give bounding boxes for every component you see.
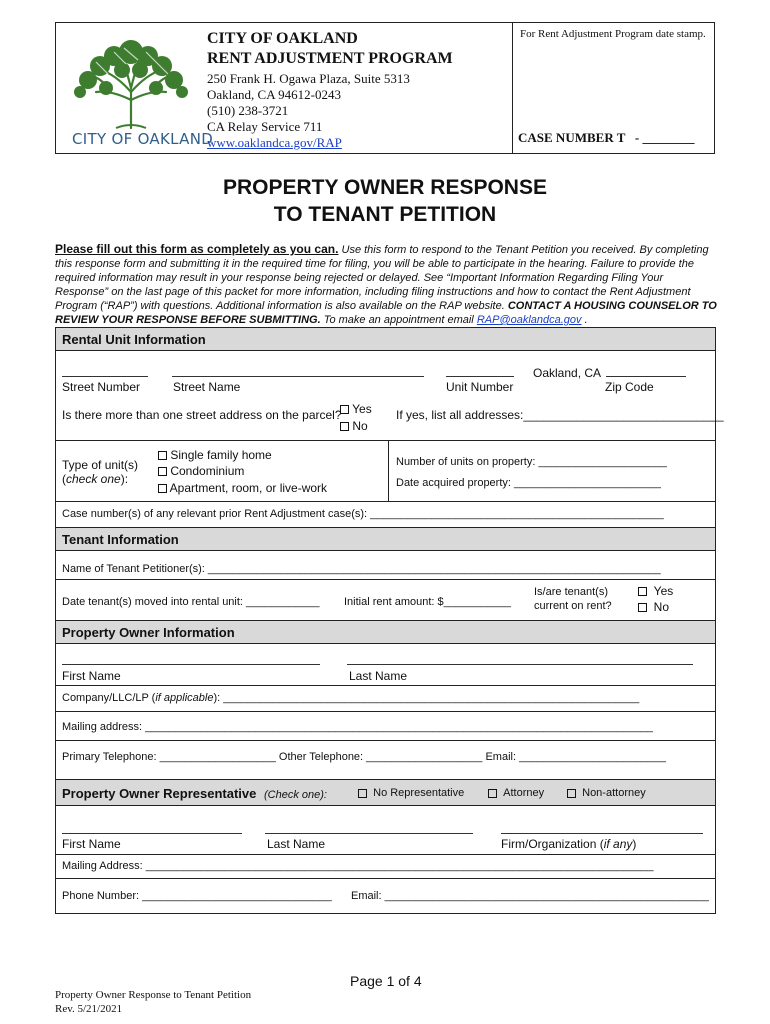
street-number-line[interactable]	[62, 376, 148, 377]
owner-last-name-label: Last Name	[349, 669, 408, 683]
rep-first-name-line[interactable]	[62, 833, 242, 834]
street-name-line[interactable]	[172, 376, 424, 377]
tenant-heading: Tenant Information	[55, 527, 716, 551]
checkbox-icon[interactable]	[158, 467, 167, 476]
divider	[55, 501, 716, 502]
rap-website-link[interactable]: www.oaklandca.gov/RAP	[207, 135, 342, 150]
intro-email-post: .	[581, 314, 588, 326]
no-label: No	[352, 419, 368, 433]
prior-case-numbers-field[interactable]: Case number(s) of any relevant prior Rent Adjustment case(s): ________________________________________________	[62, 508, 664, 520]
unit-number-label: Unit Number	[446, 380, 514, 394]
unit-number-line[interactable]	[446, 376, 514, 377]
yes-label: Yes	[653, 584, 674, 598]
date-acquired-field[interactable]: Date acquired property: ________________________	[396, 477, 661, 489]
multi-address-yes[interactable]	[340, 402, 372, 416]
rental-unit-section	[55, 327, 716, 528]
owner-last-name-line[interactable]	[347, 664, 693, 665]
unit-type-apartment[interactable]	[158, 481, 327, 495]
rental-unit-heading: Rental Unit Information	[55, 327, 716, 351]
footer-doc-title: Property Owner Response to Tenant Petition	[55, 989, 252, 1001]
divider	[55, 740, 716, 741]
unit-type-condo[interactable]	[158, 464, 244, 478]
divider	[55, 685, 716, 686]
unit-type-label: Type of unit(s) (check one):	[62, 458, 139, 486]
owner-phones-field[interactable]: Primary Telephone: ___________________ Other Telephone: ___________________ Email: ________________________	[62, 751, 666, 763]
rep-heading: Property Owner Representative	[62, 786, 257, 801]
checkbox-icon[interactable]	[488, 789, 497, 798]
checkbox-icon[interactable]	[638, 603, 647, 612]
rep-firm-line[interactable]	[501, 833, 703, 834]
tenant-names-field[interactable]: Name of Tenant Petitioner(s): __________________________________________________________________________	[62, 563, 661, 575]
street-number-label: Street Number	[62, 380, 141, 394]
no-label: No	[653, 600, 670, 614]
org-name: CITY OF OAKLAND	[207, 30, 358, 47]
multi-address-no[interactable]	[340, 419, 368, 433]
zip-line[interactable]	[606, 376, 686, 377]
non-attorney-label: Non-attorney	[582, 787, 646, 799]
rep-attorney[interactable]	[488, 787, 544, 799]
company-italic: if applicable	[155, 692, 214, 704]
company-post: ): ____________________________________________________________________	[213, 692, 640, 704]
firm-pre: Firm/Organization (	[501, 837, 604, 851]
org-program: RENT ADJUSTMENT PROGRAM	[207, 50, 453, 67]
firm-post: )	[632, 837, 637, 851]
zip-label: Zip Code	[605, 380, 654, 394]
city-logo	[66, 30, 214, 152]
rap-email-link[interactable]: RAP@oaklandca.gov	[476, 314, 582, 326]
org-relay: CA Relay Service 711	[207, 119, 323, 134]
rep-email-field[interactable]: Email: _____________________________________________________	[351, 890, 709, 902]
condominium-label: Condominium	[170, 464, 245, 478]
owner-mailing-field[interactable]: Mailing address: ___________________________________________________________________________________	[62, 721, 653, 733]
initial-rent-field[interactable]: Initial rent amount: $___________	[344, 596, 511, 608]
moved-in-date-field[interactable]: Date tenant(s) moved into rental unit: ____________	[62, 596, 320, 608]
rep-mailing-field[interactable]: Mailing Address: ___________________________________________________________________________________	[62, 860, 654, 872]
rep-last-name-label: Last Name	[267, 837, 326, 851]
checkbox-icon[interactable]	[340, 405, 349, 414]
owner-first-name-line[interactable]	[62, 664, 320, 665]
unit-type-label-2: check one	[66, 472, 121, 486]
rep-last-name-line[interactable]	[265, 833, 473, 834]
rep-firm-label	[501, 837, 636, 851]
title-line2: TO TENANT PETITION	[273, 203, 497, 226]
oak-tree-icon	[66, 30, 196, 130]
intro-lead: Please fill out this form as completely as you can.	[55, 242, 339, 256]
intro-paragraph	[55, 242, 717, 327]
rep-first-name-label: First Name	[62, 837, 121, 851]
title-line1: PROPERTY OWNER RESPONSE	[222, 176, 547, 199]
company-field[interactable]	[62, 692, 639, 704]
divider	[55, 711, 716, 712]
case-number-field[interactable]: CASE NUMBER T - ________	[518, 130, 695, 145]
org-phone: (510) 238-3721	[207, 103, 289, 118]
divider	[55, 878, 716, 879]
company-pre: Company/LLC/LP (	[62, 692, 156, 704]
attorney-label: Attorney	[503, 787, 545, 799]
checkbox-icon[interactable]	[567, 789, 576, 798]
checkbox-icon[interactable]	[340, 422, 349, 431]
owner-heading: Property Owner Information	[55, 620, 716, 644]
current-rent-yes[interactable]	[638, 584, 673, 598]
num-units-field[interactable]: Number of units on property: _____________________	[396, 456, 667, 468]
stamp-label: For Rent Adjustment Program date stamp.	[520, 28, 706, 40]
current-rent-no[interactable]	[638, 600, 669, 614]
page-number: Page 1 of 4	[350, 973, 422, 989]
multi-address-question: Is there more than one street address on the parcel?	[62, 408, 342, 422]
unit-type-label-1: Type of unit(s)	[62, 458, 139, 472]
list-addresses-field[interactable]: If yes, list all addresses:______________________________	[396, 408, 724, 422]
rep-non-attorney[interactable]	[567, 787, 646, 799]
page-title	[0, 174, 770, 228]
footer-revision: Rev. 5/21/2021	[55, 1003, 123, 1015]
intro-counselor: CONTACT A HOUSING COUNSELOR TO REVIEW YOUR RESPONSE BEFORE SUBMITTING.	[55, 300, 717, 326]
rep-check-one: (Check one):	[263, 789, 327, 801]
org-address1: 250 Frank H. Ogawa Plaza, Suite 5313	[207, 71, 410, 86]
current-q-line2: current on rent?	[534, 600, 612, 612]
single-family-label: Single family home	[170, 448, 272, 462]
street-name-label: Street Name	[173, 380, 241, 394]
city-label: Oakland, CA	[533, 366, 602, 380]
divider	[55, 440, 716, 441]
unit-type-single[interactable]	[158, 448, 272, 462]
current-q-line1: Is/are tenant(s)	[534, 586, 608, 598]
logo-text: CITY OF OAKLAND	[72, 130, 214, 148]
rep-no-representative[interactable]	[358, 787, 464, 799]
divider	[55, 579, 716, 580]
divider	[55, 854, 716, 855]
checkbox-icon[interactable]	[158, 451, 167, 460]
current-on-rent-question	[534, 585, 612, 613]
rep-phone-field[interactable]: Phone Number: _______________________________	[62, 890, 332, 902]
checkbox-icon[interactable]	[638, 587, 647, 596]
firm-italic: if any	[603, 837, 633, 851]
yes-label: Yes	[352, 402, 372, 416]
checkbox-icon[interactable]	[158, 484, 167, 493]
divider	[388, 440, 389, 501]
intro-body: Use this form to respond to the Tenant Petition you received. By completing this response form and submitting it in the required time for filing, you will be able to participate in the hearing. Failure to provide the required information may result in your response being rejected or delayed. See “Important Information Regarding Filing Your Response” on the last page of this packet for more information, including filing instructions and how to contact the Rent Adjustment Program (“RAP”) with questions. Additional information is also available on the RAP website.	[55, 244, 709, 312]
owner-first-name-label: First Name	[62, 669, 121, 683]
no-rep-label: No Representative	[373, 787, 465, 799]
apartment-label: Apartment, room, or live-work	[169, 481, 328, 495]
checkbox-icon[interactable]	[358, 789, 367, 798]
org-address2: Oakland, CA 94612-0243	[207, 87, 341, 102]
intro-email-pre: To make an appointment email	[320, 314, 477, 326]
